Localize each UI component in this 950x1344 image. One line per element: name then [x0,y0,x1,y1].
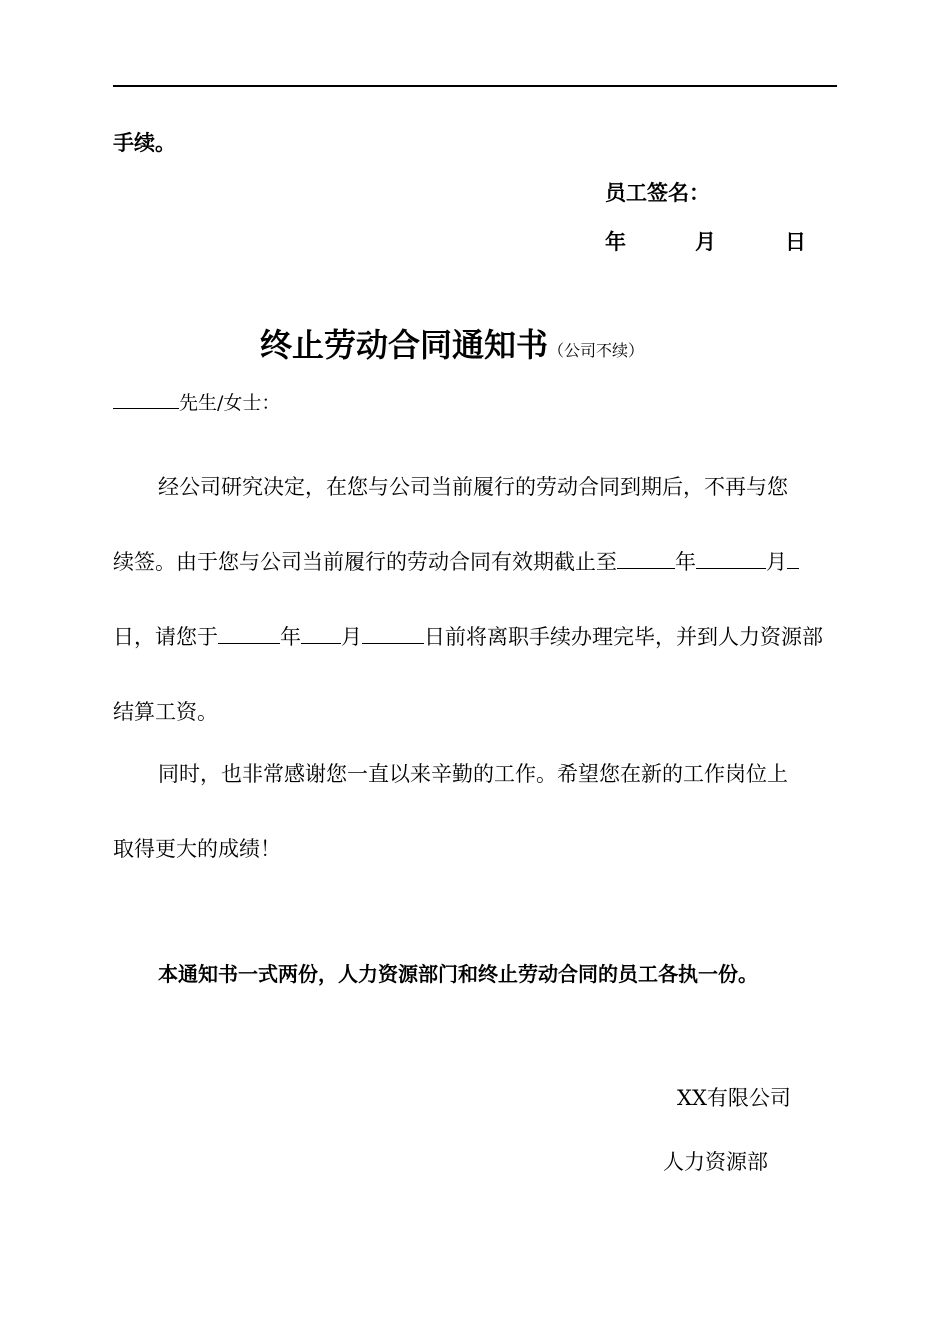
salutation: 先生/女士： [179,392,281,414]
blank-deadline-year [218,622,280,644]
p1-line2-text: 续签。由于您与公司当前履行的劳动合同有效期截止至 [113,550,617,574]
company-name: XX有限公司 [677,1086,791,1110]
paragraph1-line1: 经公司研究决定，在您与公司当前履行的劳动合同到期后，不再与您 [158,475,788,499]
paragraph1-line2 [113,546,843,576]
continued-text: 手续。 [113,131,176,155]
notice-title: 终止劳动合同通知书 [260,326,549,364]
paragraph1-line3 [113,621,843,651]
salutation-line [113,388,280,415]
p1-line3-rest: 日前将离职手续办理完毕，并到人力资源部 [424,625,823,649]
paragraph1-line4: 结算工资。 [113,700,218,724]
header-rule [113,85,837,87]
paragraph2-line1: 同时，也非常感谢您一直以来辛勤的工作。希望您在新的工作岗位上 [158,762,788,786]
date-day-label: 日 [785,230,806,254]
blank-deadline-month [301,622,341,644]
copies-note: 本通知书一式两份，人力资源部门和终止劳动合同的员工各执一份。 [158,962,758,986]
p1-line2-month: 月 [766,550,787,574]
blank-deadline-day [362,622,424,644]
date-month-label: 月 [695,230,716,254]
p1-line3-year: 年 [280,625,301,649]
notice-title-block [260,320,644,366]
department-name: 人力资源部 [663,1150,768,1174]
blank-end-month [696,547,766,569]
notice-subtitle: （公司不续） [548,341,645,360]
blank-end-day [787,547,799,569]
p1-line3-month: 月 [341,625,362,649]
name-blank [113,389,179,409]
p1-line3-text: 日，请您于 [113,625,218,649]
employee-signature-label: 员工签名： [605,181,710,205]
blank-end-year [617,547,675,569]
p1-line2-year: 年 [675,550,696,574]
paragraph2-line2: 取得更大的成绩！ [113,837,281,861]
date-year-label: 年 [605,230,626,254]
